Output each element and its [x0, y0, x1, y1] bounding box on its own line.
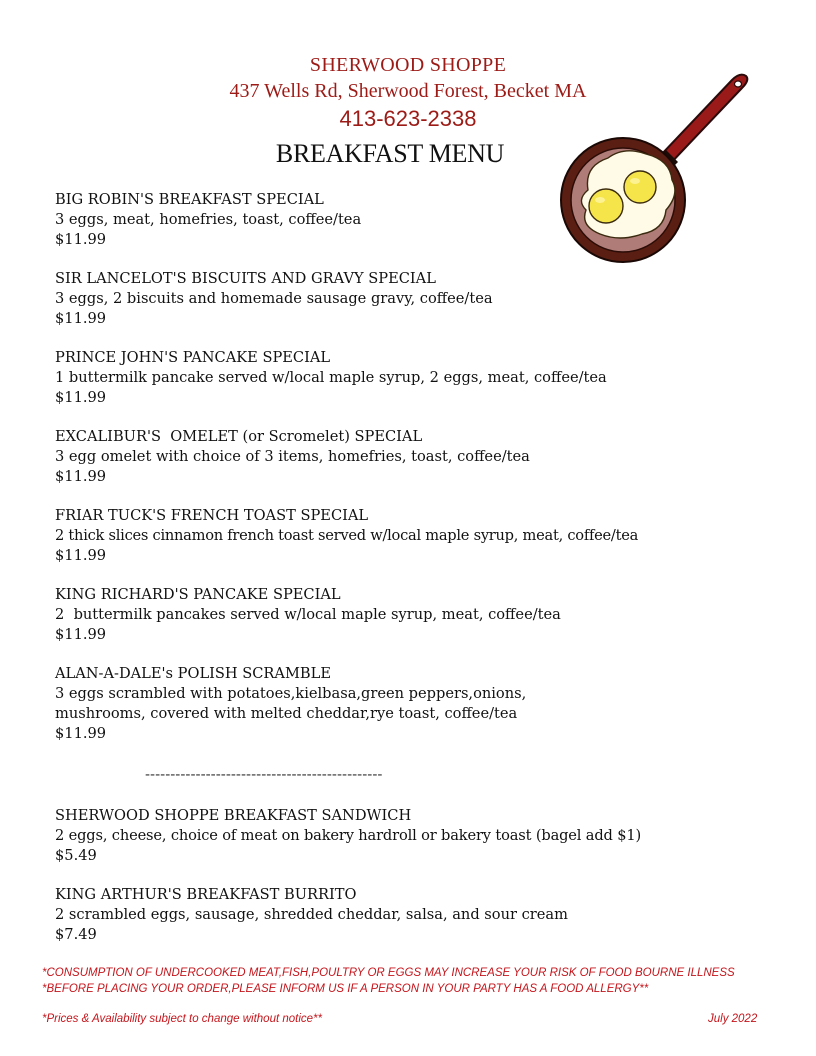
menu-item-name: SIR LANCELOT'S BISCUITS AND GRAVY SPECIAL [55, 270, 436, 287]
menu-item-price: $5.49 [55, 847, 97, 864]
menu-item [55, 585, 795, 645]
menu-item-description: 2 thick slices cinnamon french toast served w/local maple syrup, meat, coffee/tea [55, 527, 639, 544]
shop-address: 437 Wells Rd, Sherwood Forest, Becket MA [229, 80, 587, 102]
menu-item-price: $11.99 [55, 231, 107, 248]
section-divider: ----------------------------------------------- [145, 767, 383, 783]
menu-item-name: EXCALIBUR'S OMELET (or Scromelet) SPECIAL [55, 428, 423, 445]
pan-handle [658, 75, 747, 166]
menu-item [55, 664, 795, 744]
menu-date: July 2022 [708, 1013, 758, 1025]
menu-item-description: 3 eggs, meat, homefries, toast, coffee/tea [55, 211, 362, 228]
menu-item [55, 190, 795, 250]
breakfast-specials-list [55, 190, 795, 763]
menu-title: BREAKFAST MENU [275, 139, 505, 168]
menu-item-description: mushrooms, covered with melted cheddar,rye toast, coffee/tea [55, 705, 518, 722]
menu-item-price: $11.99 [55, 468, 107, 485]
menu-item-name: FRIAR TUCK'S FRENCH TOAST SPECIAL [55, 507, 369, 524]
menu-item-description: 3 eggs, 2 biscuits and homemade sausage gravy, coffee/tea [55, 290, 493, 307]
prices-notice: *Prices & Availability subject to change without notice** [42, 1013, 322, 1025]
menu-item [55, 427, 795, 487]
menu-item-description: 2 scrambled eggs, sausage, shredded cheddar, salsa, and sour cream [55, 906, 568, 923]
menu-item-price: $11.99 [55, 626, 107, 643]
menu-item-description: 3 egg omelet with choice of 3 items, homefries, toast, coffee/tea [55, 448, 530, 465]
menu-item-price: $11.99 [55, 725, 107, 742]
menu-item-name: KING ARTHUR'S BREAKFAST BURRITO [55, 886, 357, 903]
menu-item-description: 3 eggs scrambled with potatoes,kielbasa,green peppers,onions, [55, 685, 527, 702]
menu-item-name: KING RICHARD'S PANCAKE SPECIAL [55, 586, 341, 603]
menu-item-description: 2 eggs, cheese, choice of meat on bakery hardroll or bakery toast (bagel add $1) [55, 827, 642, 844]
menu-item [55, 348, 795, 408]
allergy-warning: *BEFORE PLACING YOUR ORDER,PLEASE INFORM US IF A PERSON IN YOUR PARTY HAS A FOOD ALLERGY** [42, 983, 649, 995]
menu-item-name: SHERWOOD SHOPPE BREAKFAST SANDWICH [55, 807, 412, 824]
menu-item-price: $11.99 [55, 389, 107, 406]
handle-hole [735, 81, 742, 87]
menu-item-name: ALAN-A-DALE's POLISH SCRAMBLE [55, 665, 331, 682]
breakfast-sandwich-list [55, 806, 795, 964]
menu-item [55, 269, 795, 329]
menu-item-price: $11.99 [55, 310, 107, 327]
menu-item [55, 806, 795, 866]
consumption-warning: *CONSUMPTION OF UNDERCOOKED MEAT,FISH,POULTRY OR EGGS MAY INCREASE YOUR RISK OF FOOD BOURNE ILLNESS [42, 967, 735, 979]
menu-item-name: BIG ROBIN'S BREAKFAST SPECIAL [55, 191, 324, 208]
menu-item-description: 1 buttermilk pancake served w/local maple syrup, 2 eggs, meat, coffee/tea [55, 369, 607, 386]
menu-item-price: $7.49 [55, 926, 97, 943]
menu-item [55, 506, 795, 566]
menu-item [55, 885, 795, 945]
menu-item-price: $11.99 [55, 547, 107, 564]
menu-item-description: 2 buttermilk pancakes served w/local maple syrup, meat, coffee/tea [55, 606, 561, 623]
menu-item-name: PRINCE JOHN'S PANCAKE SPECIAL [55, 349, 331, 366]
shop-name: SHERWOOD SHOPPE [309, 54, 507, 76]
shop-phone: 413-623-2338 [339, 106, 477, 131]
